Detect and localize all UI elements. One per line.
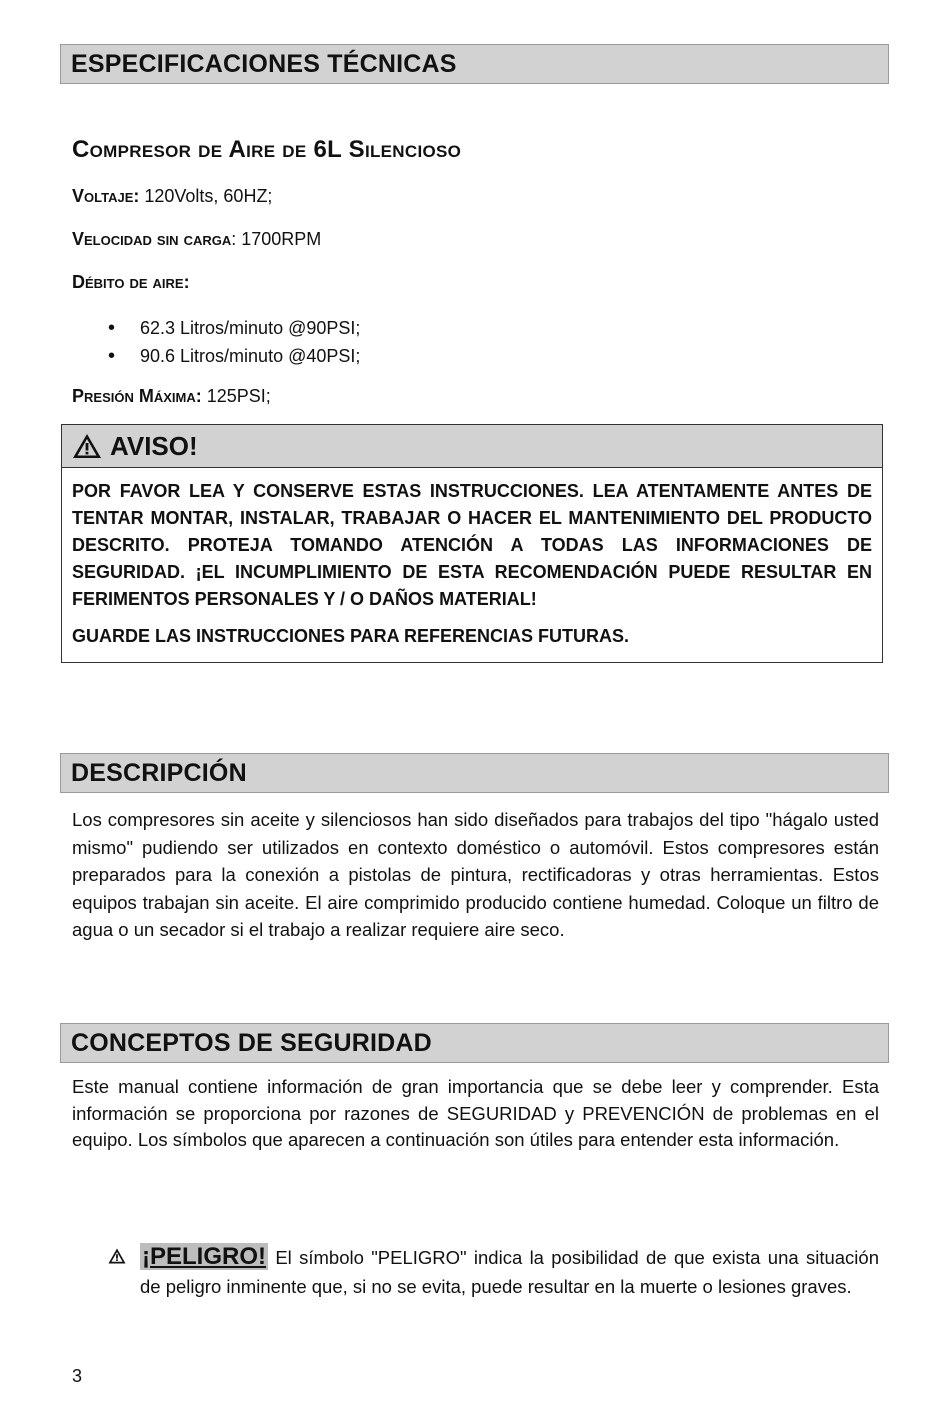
aviso-header	[62, 425, 882, 468]
seguridad-text: Este manual contiene información de gran importancia que se debe leer y comprender. Esta información se proporciona por razones de SEGURIDAD y PREVENCIÓN de problemas en el equipo. Los símbolos que aparecen a continuación son útiles para entender esta información.	[72, 1076, 879, 1150]
speed-value: : 1700RPM	[231, 229, 322, 249]
speed-label: Velocidad sin carga	[72, 229, 232, 249]
warning-icon	[108, 1248, 126, 1264]
voltage-value: 120Volts, 60HZ;	[139, 186, 273, 206]
airflow-spec	[72, 272, 190, 293]
descripcion-heading: DESCRIPCIÓN	[60, 753, 889, 793]
pressure-label: Presión Máxima:	[72, 386, 202, 406]
aviso-text: POR FAVOR LEA Y CONSERVE ESTAS INSTRUCCIONES. LEA ATENTAMENTE ANTES DE TENTAR MONTAR, INSTALAR, TRABAJAR O HACER EL MANTENIMIENTO DEL PRODUCTO DESCRITO. PROTEJA TOMANDO ATENCIÓN A TODAS LAS INFORMACIONES DE SEGURIDAD. ¡EL INCUMPLIMIENTO DE ESTA RECOMENDACIÓN PUEDE RESULTAR EN FERIMENTOS PERSONALES Y / O DAÑOS MATERIAL!	[72, 481, 872, 609]
voltage-spec	[72, 186, 272, 207]
pressure-value: 125PSI;	[201, 386, 271, 406]
aviso-box	[61, 424, 883, 663]
list-item: • 90.6 Litros/minuto @40PSI;	[108, 342, 360, 370]
voltage-label: Voltaje:	[72, 186, 140, 206]
aviso-title: AVISO!	[110, 430, 198, 461]
warning-icon	[72, 433, 102, 459]
peligro-item	[108, 1242, 879, 1301]
page-number: 3	[72, 1366, 83, 1386]
list-item: • 62.3 Litros/minuto @90PSI;	[108, 314, 360, 342]
peligro-text: El símbolo "PELIGRO" indica la posibilidad de que exista una situación de peligro inminente que, si no se evita, puede resultar en la muerte o lesiones graves.	[140, 1247, 879, 1297]
speed-spec	[72, 229, 321, 250]
peligro-text-block	[140, 1242, 879, 1301]
airflow-label: Débito de aire:	[72, 272, 190, 292]
peligro-tag: ¡PELIGRO!	[142, 1243, 266, 1270]
pressure-spec	[72, 386, 271, 407]
aviso-body	[62, 468, 882, 650]
airflow-list	[108, 314, 360, 370]
aviso-footer: GUARDE LAS INSTRUCCIONES PARA REFERENCIAS FUTURAS.	[72, 626, 630, 646]
seguridad-heading: CONCEPTOS DE SEGURIDAD	[60, 1023, 889, 1063]
descripcion-text: Los compresores sin aceite y silenciosos han sido diseñados para trabajos del tipo "hágalo usted mismo" pudiendo ser utilizados en contexto doméstico o automóvil. Estos compresores están preparados para la conexión a pistolas de pintura, rectificadoras y otras herramientas. Estos equipos trabajan sin aceite. El aire comprimido producido contiene humedad. Coloque un filtro de agua o un secador si el trabajo a realizar requiere aire seco.	[72, 809, 879, 941]
product-title: Compresor de Aire de 6L Silencioso	[72, 136, 462, 163]
specs-heading: ESPECIFICACIONES TÉCNICAS	[60, 44, 889, 84]
